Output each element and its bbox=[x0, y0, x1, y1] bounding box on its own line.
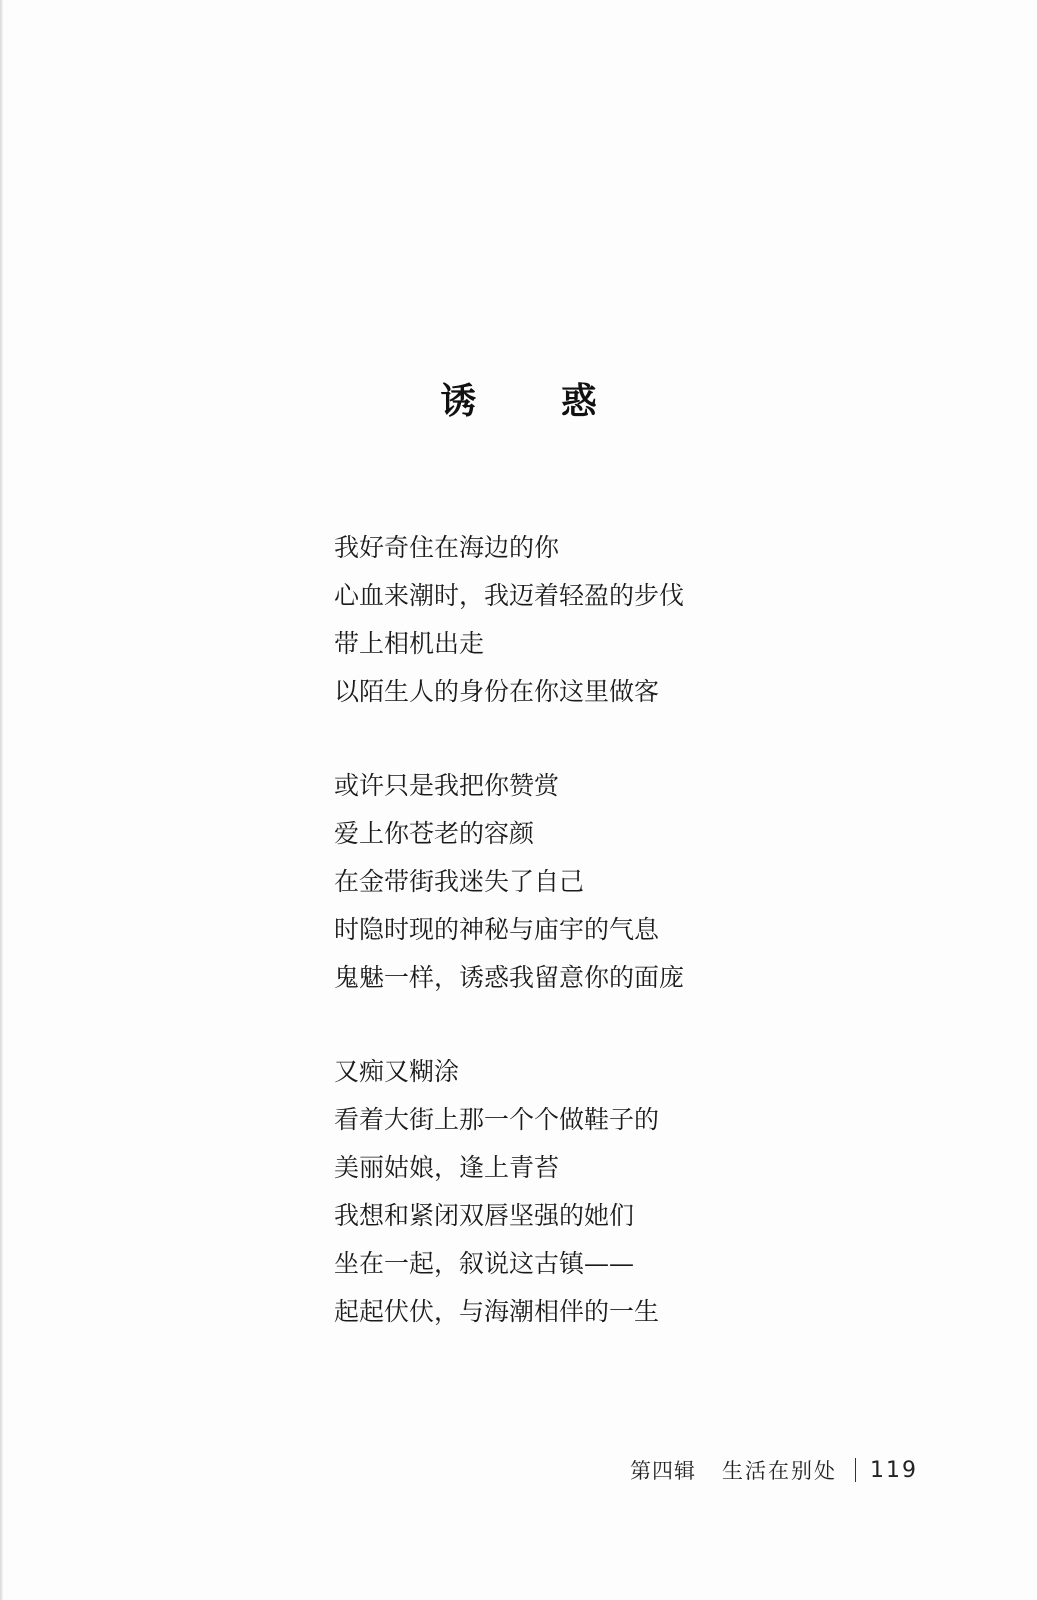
poem-line: 心血来潮时，我迈着轻盈的步伐 bbox=[334, 581, 685, 610]
page-binding-edge bbox=[0, 0, 3, 1600]
footer-divider bbox=[855, 1458, 856, 1482]
poem-line: 带上相机出走 bbox=[334, 629, 485, 658]
running-footer bbox=[630, 1452, 918, 1488]
poem-line: 或许只是我把你赞赏 bbox=[334, 771, 560, 800]
page-number: 119 bbox=[870, 1457, 918, 1483]
footer-section-label: 第四辑 bbox=[630, 1459, 696, 1483]
poem-title: 诱 惑 bbox=[440, 380, 633, 423]
footer-chapter-title: 生活在别处 bbox=[722, 1459, 837, 1483]
stanza-2 bbox=[334, 762, 854, 1002]
poem-line: 我想和紧闭双唇坚强的她们 bbox=[334, 1201, 635, 1230]
poem-line: 以陌生人的身份在你这里做客 bbox=[334, 677, 660, 706]
poem-body bbox=[334, 524, 854, 1382]
poem-line: 爱上你苍老的容颜 bbox=[334, 819, 535, 848]
poem-line: 在金带街我迷失了自己 bbox=[334, 867, 585, 896]
poem-line: 我好奇住在海边的你 bbox=[334, 533, 560, 562]
stanza-1 bbox=[334, 524, 854, 716]
poem-line: 又痴又糊涂 bbox=[334, 1057, 460, 1086]
poem-line: 起起伏伏，与海潮相伴的一生 bbox=[334, 1297, 660, 1326]
stanza-3 bbox=[334, 1048, 854, 1336]
poem-line: 时隐时现的神秘与庙宇的气息 bbox=[334, 915, 660, 944]
poem-line: 看着大街上那一个个做鞋子的 bbox=[334, 1105, 660, 1134]
poem-line: 坐在一起，叙说这古镇—— bbox=[334, 1249, 635, 1278]
poem-line: 美丽姑娘，逢上青苔 bbox=[334, 1153, 560, 1182]
poem-line: 鬼魅一样，诱惑我留意你的面庞 bbox=[334, 963, 685, 992]
